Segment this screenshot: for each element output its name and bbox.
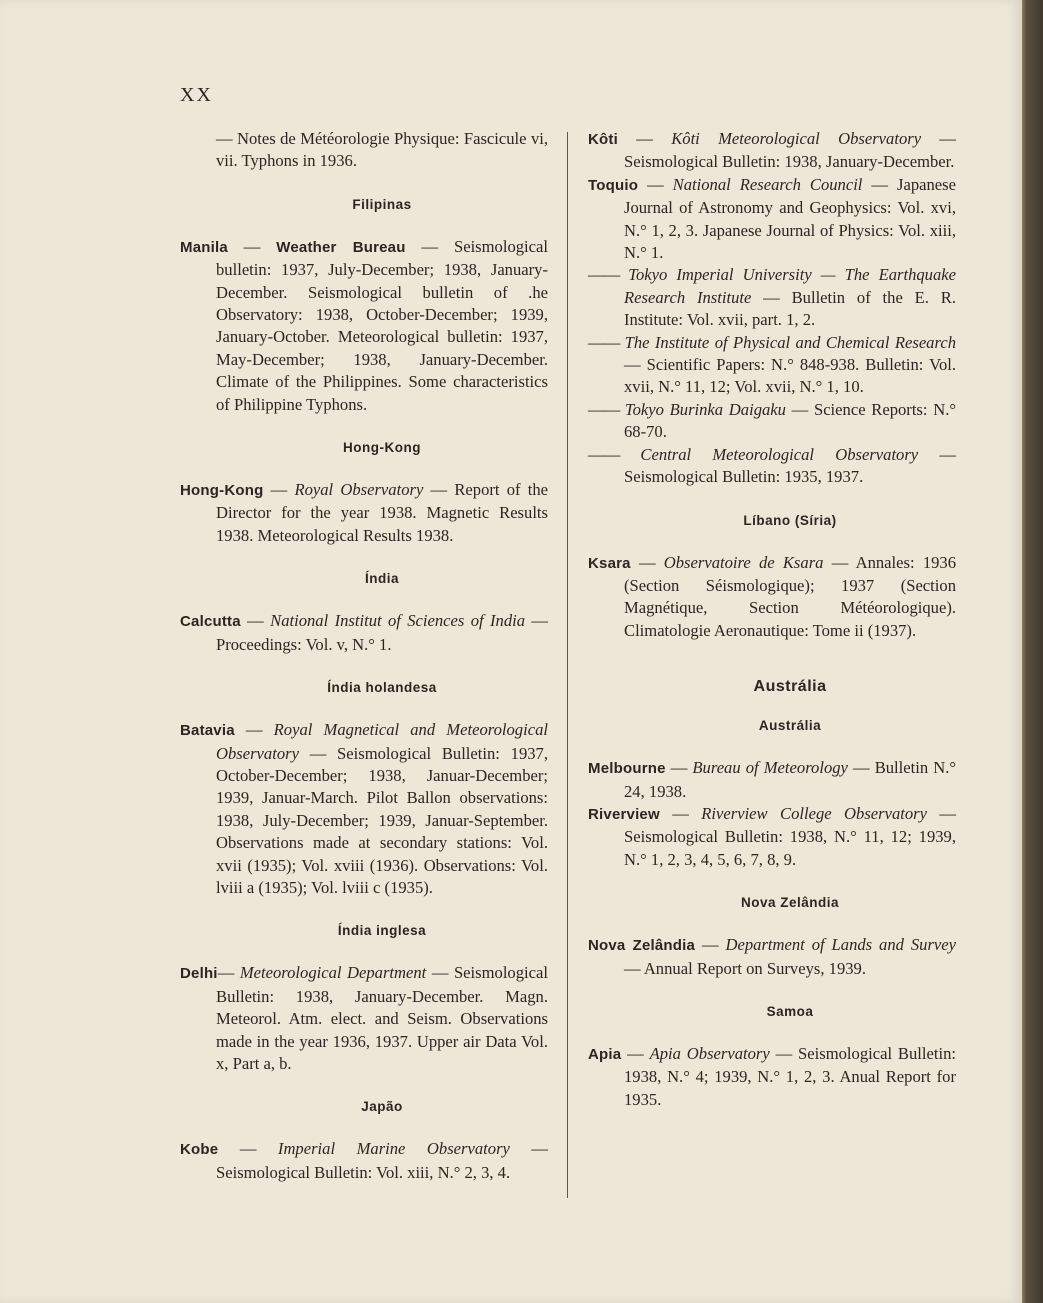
entry-ksara: Ksara — Observatoire de Ksara — Annales: 1936 (Section Séismologique); 1937 (Section Magnétique, Section Météorologique). Climatologie Aeronautique: Tome ii (1937).: [588, 552, 957, 640]
entry-body: — Bulletin N.° 24, 1938.: [624, 758, 957, 801]
heading-india-holandesa: Índia holandesa: [327, 680, 437, 696]
institution-name: Riverview College Observatory: [701, 803, 927, 823]
institution-name: Kôti Meteorological Observatory: [671, 129, 922, 148]
heading-india: Índia: [364, 571, 399, 587]
page-number: XX: [180, 84, 213, 106]
entry-kobe: Kobe — Imperial Marine Observatory — Seismological Bulletin: Vol. xiii, N.° 2, 3, 4.: [180, 1139, 548, 1182]
place-name: Apia: [588, 1045, 622, 1063]
entry-body: — Seismological bulletin: 1937, July-December; 1938, January-December. Seismological bulletin of .he Observatory: 1938, October-December; 1939, January-October. Meteorological bulletin: 1937, May-December; 1938, January-December. Climate of the Philippines. Some characteristics of Philippine Typhons.: [216, 236, 548, 414]
entry-body: — Seismological Bulletin: Vol. xiii, N.° 2, 3, 4.: [216, 1139, 548, 1182]
entry-toquio-sub: [588, 399, 956, 444]
entry-body: — Seismological Bulletin: 1935, 1937.: [624, 444, 956, 487]
place-name: Riverview: [588, 805, 660, 823]
entry-body: — Annual Report on Surveys, 1939.: [624, 958, 866, 978]
entry-body: — Seismological Bulletin: 1938, N.° 11, 12; 1939, N.° 1, 2, 3, 4, 5, 6, 7, 8, 9.: [624, 803, 957, 869]
entry-apia: Apia — Apia Observatory — Seismological Bulletin: 1938, N.° 4; 1939, N.° 1, 2, 3. Anual Report for 1935.: [588, 1043, 957, 1109]
entry-body: — Seismological Bulletin: 1938, N.° 4; 1939, N.° 1, 2, 3. Anual Report for 1935.: [624, 1043, 957, 1109]
intro-entry: — Notes de Météorologie Physique: Fascicule vi, vii. Typhons in 1936.: [216, 129, 548, 171]
entry-toquio-sub: [588, 264, 956, 331]
entry-body: — Bulletin of the E. R. Institute: Vol. xvii, part. 1, 2.: [624, 287, 956, 330]
entry-nova-zelandia: Nova Zelândia — Department of Lands and Survey — Annual Report on Surveys, 1939.: [588, 935, 957, 978]
heading-australia: Austrália: [758, 718, 822, 734]
entry-toquio-sub: [588, 332, 956, 399]
entry-koti: Kôti — Kôti Meteorological Observatory — Seismological Bulletin: 1938, January-December.: [588, 129, 956, 172]
place-name: Ksara: [588, 554, 631, 572]
dash-mark: ——: [588, 444, 620, 464]
institution-name: Royal Magnetical and Meteorological Observatory: [216, 720, 548, 763]
heading-japao: Japão: [361, 1099, 403, 1115]
heading-nova-zelandia: Nova Zelândia: [740, 895, 840, 911]
place-name: Manila: [180, 238, 228, 256]
heading-filipinas: Filipinas: [352, 196, 412, 212]
entry-delhi: Delhi— Meteorological Department — Seismological Bulletin: 1938, January-December. Magn. Meteorol. Atm. elect. and Seism. Observations made in the year 1936, 1937. Upper air Data Vol. x, Part a, b.: [180, 963, 548, 1073]
entry-body: — Seismological Bulletin: 1938, January-December. Magn. Meteorol. Atm. elect. and Seism. Observations made in the year 1936, 1937. Upper air Data Vol. x, Part a, b.: [216, 963, 548, 1073]
place-name: Hong-Kong: [180, 482, 264, 500]
heading-india-inglesa: Índia inglesa: [337, 923, 427, 939]
dash-mark: ——: [588, 265, 620, 285]
place-name: Melbourne: [588, 760, 666, 778]
place-name: Calcutta: [180, 613, 241, 631]
institution-name: Imperial Marine Observatory: [277, 1139, 510, 1159]
entry-body: — Annales: 1936 (Section Séismologique); 1937 (Section Magnétique, Section Météorologique). Climatologie Aeronautique: Tome ii (1937).: [624, 552, 957, 640]
entry-toquio-sub: [588, 444, 956, 489]
place-name: Nova Zelândia: [588, 937, 696, 955]
dash-mark: ——: [588, 399, 620, 419]
entry-riverview: Riverview — Riverview College Observatory — Seismological Bulletin: 1938, N.° 11, 12; 1939, N.° 1, 2, 3, 4, 5, 6, 7, 8, 9.: [588, 803, 957, 869]
institution-name: Bureau of Meteorology: [692, 758, 848, 778]
institution-name: Apia Observatory: [649, 1043, 770, 1063]
right-column: [588, 128, 956, 1111]
entry-body: — Seismological Bulletin: 1937, October-December; 1938, Januar-December; 1939, Januar-March. Pilot Ballon observations: 1938, July-December; 1939, Januar-September. Observations made at secondary stations: Vol. xvii (1935); Vol. xviii (1936). Observations: Vol. lviii a (1935); Vol. lviii c (1935).: [216, 743, 548, 897]
institution-name: Observatoire de Ksara: [663, 552, 824, 572]
entry-body: — Japanese Journal of Astronomy and Geophysics: Vol. xvi, N.° 1, 2, 3. Japanese Journal of Physics: Vol. xiii, N.° 1.: [624, 174, 956, 263]
heading-samoa: Samoa: [766, 1003, 814, 1019]
column-divider: [567, 132, 568, 1198]
entry-body: — Report of the Director for the year 1938. Magnetic Results 1938. Meteorological Results 1938.: [216, 480, 549, 545]
institution-name: Tokyo Imperial University — The Earthquake Research Institute: [619, 265, 956, 307]
heading-hongkong: Hong-Kong: [343, 440, 421, 456]
place-name: Kôti: [588, 131, 618, 148]
institution-name: Royal Observatory: [294, 480, 424, 500]
heading-libano: Líbano (Síria): [743, 512, 837, 528]
place-name: Kobe: [180, 1141, 219, 1159]
institution-name: Central Meteorological Observatory: [619, 444, 919, 464]
place-name: Toquio: [588, 176, 639, 194]
dash-mark: ——: [588, 332, 620, 352]
entry-body: — Proceedings: Vol. v, N.° 1.: [216, 611, 549, 654]
institution-name: Tokyo Burinka Daigaku: [619, 399, 786, 419]
institution-name: National Institut of Sciences of India: [270, 611, 526, 631]
entry-toquio: Toquio — National Research Council — Japanese Journal of Astronomy and Geophysics: Vol. xvi, N.° 1, 2, 3. Japanese Journal of Physics: Vol. xiii, N.° 1.: [588, 174, 956, 263]
entry-batavia: Batavia — Royal Magnetical and Meteorological Observatory — Seismological Bulletin: 1937, October-December; 1938, Januar-December; 1939, Januar-March. Pilot Ballon observations: 1938, July-December; 1939, Januar-September. Observations made at secondary stations: Vol. xvii (1935); Vol. xviii (1936). Observations: Vol. lviii a (1935); Vol. lviii c (1935).: [180, 720, 548, 897]
place-name: Delhi: [180, 965, 218, 983]
entry-body: — Seismological Bulletin: 1938, January-December.: [624, 129, 956, 172]
entry-body: — Scientific Papers: N.° 848-938. Bulletin: Vol. xvii, N.° 11, 12; Vol. xvii, N.° 1, 10.: [624, 355, 956, 397]
entry-calcutta: Calcutta — National Institut of Sciences of India — Proceedings: Vol. v, N.° 1.: [180, 611, 549, 654]
entry-hongkong: Hong-Kong — Royal Observatory — Report of the Director for the year 1938. Magnetic Results 1938. Meteorological Results 1938.: [180, 480, 549, 545]
institution-name: Department of Lands and Survey: [725, 935, 957, 955]
institution-name: Weather Bureau: [276, 238, 406, 256]
left-column: [180, 128, 548, 1184]
entry-manila: Manila — Weather Bureau — Seismological bulletin: 1937, July-December; 1938, January-December. Seismological bulletin of .he Observatory: 1938, October-December; 1939, January-October. Meteorological bulletin: 1937, May-December; 1938, January-December. Climate of the Philippines. Some characteristics of Philippine Typhons.: [180, 236, 548, 414]
entry-body: — Science Reports: N.° 68-70.: [624, 399, 956, 442]
place-name: Batavia: [180, 722, 235, 740]
institution-name: Meteorological Department: [239, 963, 427, 983]
institution-name: The Institute of Physical and Chemical Research: [619, 332, 956, 352]
heading-australia-main: Austrália: [753, 678, 827, 696]
book-binding-edge: [1022, 0, 1043, 1303]
institution-name: National Research Council: [672, 174, 863, 194]
entry-melbourne: Melbourne — Bureau of Meteorology — Bulletin N.° 24, 1938.: [588, 758, 957, 801]
